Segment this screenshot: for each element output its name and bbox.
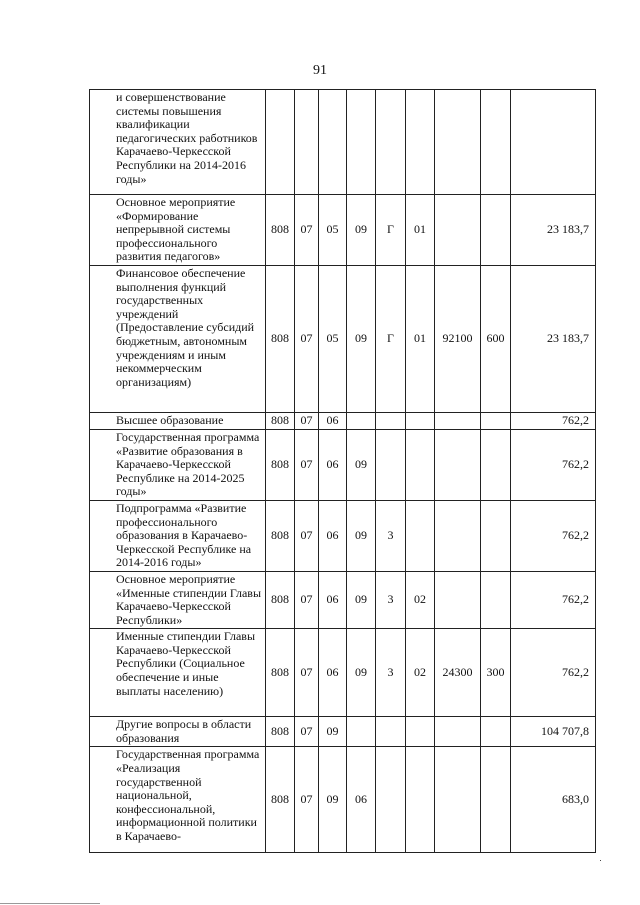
cell-cs4: 92100 — [435, 265, 481, 412]
cell-cs2: Г — [376, 195, 406, 266]
cell-cs4 — [435, 500, 481, 571]
cell-rz — [295, 90, 319, 195]
cell-cs2 — [376, 412, 406, 429]
scan-mark — [0, 903, 100, 904]
cell-cs4 — [435, 717, 481, 747]
cell-pr — [319, 90, 347, 195]
cell-cs1 — [347, 412, 376, 429]
cell-cs1: 09 — [347, 629, 376, 717]
cell-gr — [266, 90, 295, 195]
cell-name: Другие вопросы в области образования — [90, 717, 266, 747]
cell-name: Государственная программа «Реализация государственной национальной, конфессиональной, информационной политики в Карачаево- — [90, 747, 266, 853]
cell-name: Основное мероприятие «Формирование непрерывной системы профессионального развития педагогов» — [90, 195, 266, 266]
table-row — [90, 195, 596, 266]
cell-cs2: 3 — [376, 500, 406, 571]
cell-gr: 808 — [266, 717, 295, 747]
cell-rz: 07 — [295, 500, 319, 571]
page-number: 91 — [313, 63, 327, 78]
cell-cs4: 24300 — [435, 629, 481, 717]
cell-name: и совершенствование системы повышения квалификации педагогических работников Карачаево-Черкесской Республики на 2014-2016 годы» — [90, 90, 266, 195]
cell-cs3: 02 — [406, 629, 435, 717]
cell-cs2 — [376, 747, 406, 853]
cell-sum — [511, 90, 596, 195]
cell-name: Подпрограмма «Развитие профессионального образования в Карачаево-Черкесской Республике на 2014-2016 годы» — [90, 500, 266, 571]
cell-gr: 808 — [266, 571, 295, 628]
cell-rz: 07 — [295, 717, 319, 747]
cell-rz: 07 — [295, 747, 319, 853]
cell-cs3 — [406, 500, 435, 571]
cell-pr: 05 — [319, 265, 347, 412]
cell-rz: 07 — [295, 429, 319, 500]
cell-pr: 06 — [319, 629, 347, 717]
cell-cs3 — [406, 412, 435, 429]
table-row — [90, 265, 596, 412]
table-row — [90, 412, 596, 429]
cell-pr: 06 — [319, 412, 347, 429]
cell-pr: 09 — [319, 717, 347, 747]
cell-sum: 104 707,8 — [511, 717, 596, 747]
table-row — [90, 90, 596, 195]
cell-cs3 — [406, 90, 435, 195]
cell-rz: 07 — [295, 629, 319, 717]
cell-sum: 762,2 — [511, 429, 596, 500]
cell-vr — [481, 717, 511, 747]
table-row — [90, 629, 596, 717]
cell-cs1: 09 — [347, 500, 376, 571]
budget-table — [89, 89, 596, 853]
cell-cs4 — [435, 412, 481, 429]
cell-cs3 — [406, 747, 435, 853]
cell-vr — [481, 90, 511, 195]
cell-cs4 — [435, 90, 481, 195]
cell-gr: 808 — [266, 195, 295, 266]
cell-sum: 762,2 — [511, 571, 596, 628]
cell-rz: 07 — [295, 195, 319, 266]
cell-sum: 762,2 — [511, 500, 596, 571]
cell-pr: 06 — [319, 571, 347, 628]
cell-vr — [481, 195, 511, 266]
cell-name: Именные стипендии Главы Карачаево-Черкесской Республики (Социальное обеспечение и иные выплаты населению) — [90, 629, 266, 717]
cell-cs4 — [435, 747, 481, 853]
cell-rz: 07 — [295, 571, 319, 628]
cell-cs1: 06 — [347, 747, 376, 853]
cell-sum: 762,2 — [511, 412, 596, 429]
cell-vr — [481, 429, 511, 500]
cell-gr: 808 — [266, 500, 295, 571]
cell-vr: 600 — [481, 265, 511, 412]
cell-cs2 — [376, 717, 406, 747]
cell-name: Государственная программа «Развитие образования в Карачаево-Черкесской Республике на 2014-2025 годы» — [90, 429, 266, 500]
cell-vr: 300 — [481, 629, 511, 717]
cell-cs3 — [406, 717, 435, 747]
cell-name: Финансовое обеспечение выполнения функций государственных учреждений (Предоставление субсидий бюджетным, автономным учреждениям и иным некоммерческим организациям) — [90, 265, 266, 412]
cell-cs4 — [435, 571, 481, 628]
cell-cs1: 09 — [347, 265, 376, 412]
cell-cs2 — [376, 90, 406, 195]
cell-sum: 23 183,7 — [511, 265, 596, 412]
cell-sum: 762,2 — [511, 629, 596, 717]
cell-sum: 683,0 — [511, 747, 596, 853]
table-row — [90, 429, 596, 500]
cell-pr: 05 — [319, 195, 347, 266]
cell-name: Высшее образование — [90, 412, 266, 429]
cell-rz: 07 — [295, 265, 319, 412]
cell-pr: 09 — [319, 747, 347, 853]
cell-cs1 — [347, 717, 376, 747]
cell-cs1: 09 — [347, 571, 376, 628]
cell-cs4 — [435, 195, 481, 266]
scan-mark — [600, 860, 601, 861]
cell-gr: 808 — [266, 429, 295, 500]
cell-cs3: 02 — [406, 571, 435, 628]
cell-cs4 — [435, 429, 481, 500]
cell-cs2: Г — [376, 265, 406, 412]
cell-vr — [481, 500, 511, 571]
table-row — [90, 717, 596, 747]
cell-gr: 808 — [266, 747, 295, 853]
cell-cs1: 09 — [347, 195, 376, 266]
cell-cs3 — [406, 429, 435, 500]
cell-name: Основное мероприятие «Именные стипендии Главы Карачаево-Черкесской Республики» — [90, 571, 266, 628]
cell-gr: 808 — [266, 412, 295, 429]
cell-vr — [481, 571, 511, 628]
cell-cs1 — [347, 90, 376, 195]
cell-pr: 06 — [319, 429, 347, 500]
cell-cs2: 3 — [376, 571, 406, 628]
cell-rz: 07 — [295, 412, 319, 429]
cell-cs2 — [376, 429, 406, 500]
cell-sum: 23 183,7 — [511, 195, 596, 266]
table-row — [90, 500, 596, 571]
cell-cs3: 01 — [406, 265, 435, 412]
cell-cs2: 3 — [376, 629, 406, 717]
table-row — [90, 571, 596, 628]
cell-gr: 808 — [266, 629, 295, 717]
cell-cs1: 09 — [347, 429, 376, 500]
cell-vr — [481, 747, 511, 853]
cell-pr: 06 — [319, 500, 347, 571]
cell-cs3: 01 — [406, 195, 435, 266]
cell-vr — [481, 412, 511, 429]
table-row — [90, 747, 596, 853]
cell-gr: 808 — [266, 265, 295, 412]
